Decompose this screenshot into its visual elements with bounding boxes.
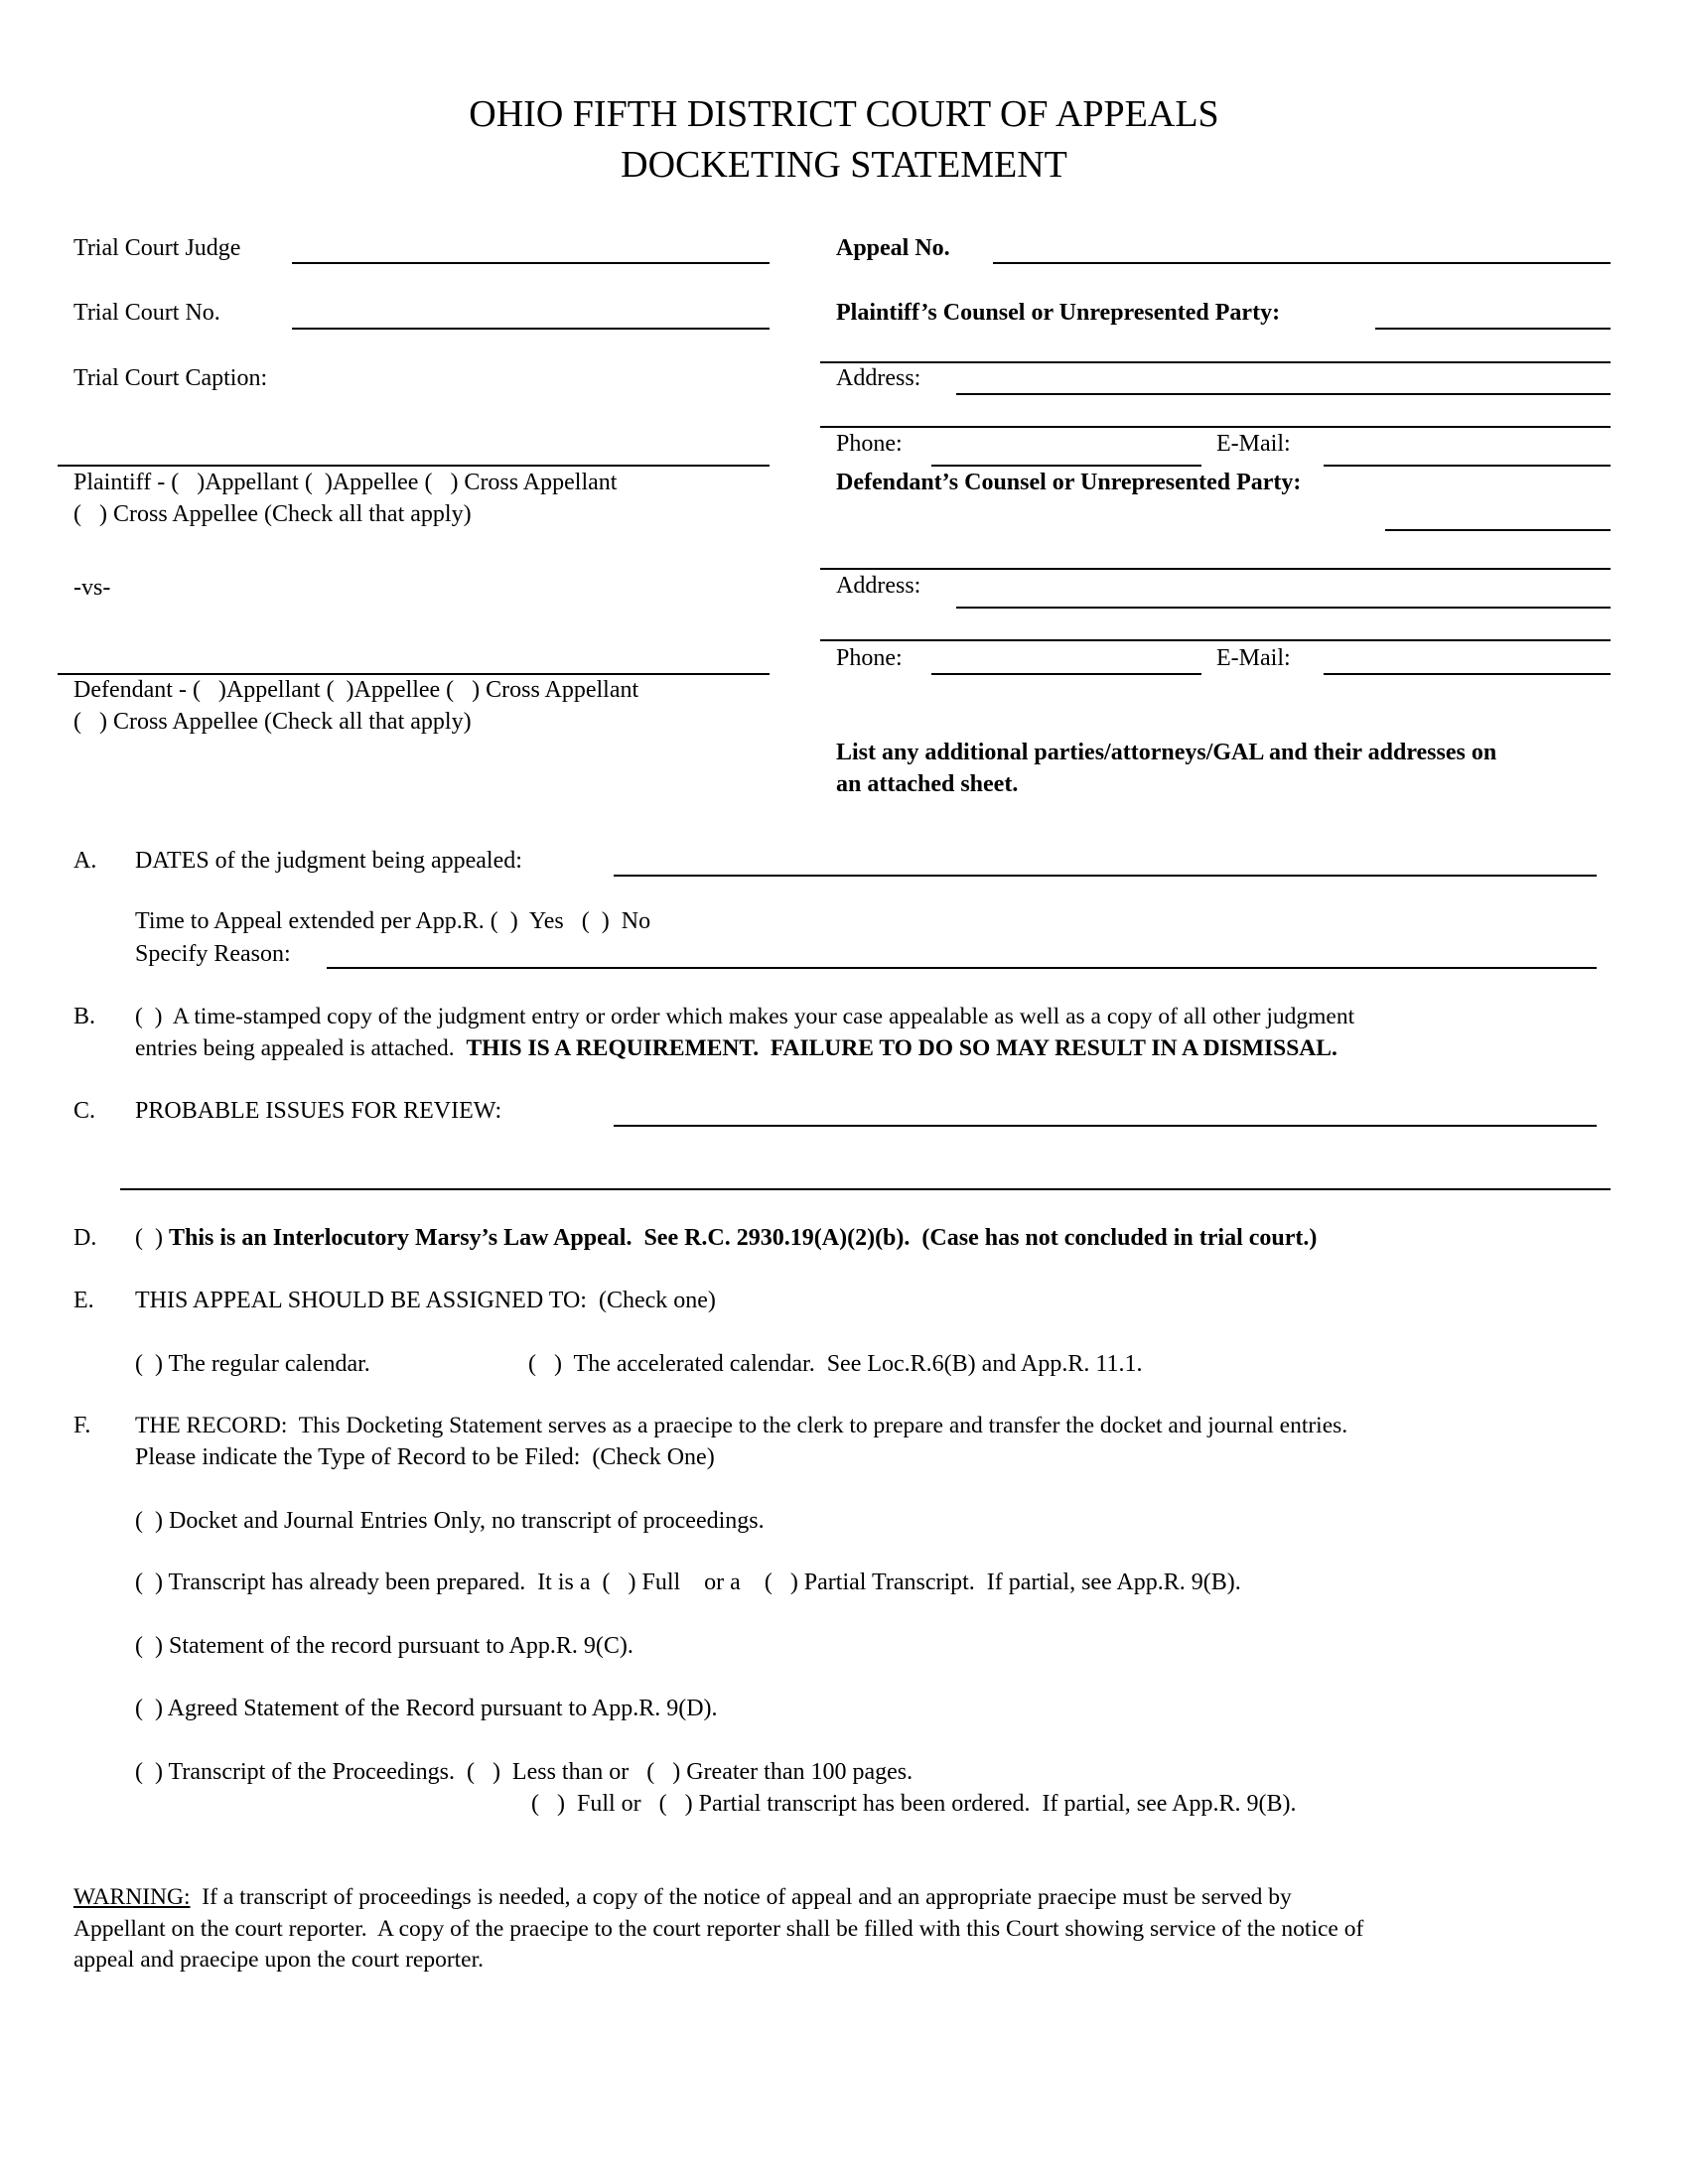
judgment-dates-label: DATES of the judgment being appealed:	[135, 848, 522, 874]
defendant-email-field[interactable]	[1324, 673, 1611, 675]
section-c-letter: C.	[73, 1098, 96, 1124]
additional-parties-note: List any additional parties/attorneys/GAL and their addresses on	[836, 740, 1497, 765]
requirement-warning: THIS IS A REQUIREMENT. FAILURE TO DO SO MAY RESULT IN A DISMISSAL.	[466, 1035, 1337, 1061]
trial-court-caption-label: Trial Court Caption:	[73, 365, 268, 391]
accelerated-calendar-checkbox[interactable]: ( ) The accelerated calendar. See Loc.R.6(B) and App.R. 11.1.	[528, 1351, 1143, 1377]
time-extended-checkboxes[interactable]: Time to Appeal extended per App.R. ( ) Yes ( ) No	[135, 908, 651, 934]
plaintiff-counsel-field[interactable]	[1375, 328, 1611, 330]
defendant-counsel-field[interactable]	[1385, 529, 1611, 531]
marsys-law-text: This is an Interlocutory Marsy’s Law Appeal. See R.C. 2930.19(A)(2)(b). (Case has not concluded in trial court.)	[168, 1225, 1318, 1251]
judgment-copy-checkbox[interactable]: ( ) A time-stamped copy of the judgment entry or order which makes your case appealable as well as a copy of all other judgment	[135, 1004, 1355, 1029]
defendant-address-label: Address:	[836, 573, 921, 599]
trial-court-no-label: Trial Court No.	[73, 300, 220, 326]
plaintiff-phone-field[interactable]	[931, 465, 1201, 467]
docket-only-checkbox[interactable]: ( ) Docket and Journal Entries Only, no transcript of proceedings.	[135, 1508, 765, 1534]
form-title: OHIO FIFTH DISTRICT COURT OF APPEALS	[469, 93, 1219, 135]
plaintiff-cross-appellee-checkbox[interactable]: ( ) Cross Appellee (Check all that apply)	[73, 501, 472, 527]
transcript-prepared-checkbox[interactable]: ( ) Transcript has already been prepared. It is a ( ) Full or a ( ) Partial Transcript. If partial, see App.R. 9(B).	[135, 1570, 1241, 1595]
plaintiff-counsel-field-2[interactable]	[820, 361, 1611, 363]
warning-line-3: appeal and praecipe upon the court reporter.	[73, 1947, 485, 1973]
section-e-letter: E.	[73, 1288, 94, 1313]
assignment-label: THIS APPEAL SHOULD BE ASSIGNED TO: (Check one)	[135, 1288, 716, 1313]
plaintiff-counsel-label: Plaintiff’s Counsel or Unrepresented Party:	[836, 300, 1281, 326]
specify-reason-field[interactable]	[327, 967, 1597, 969]
versus-label: -vs-	[73, 575, 111, 601]
judgment-dates-field[interactable]	[614, 875, 1597, 877]
marsys-law-checkbox[interactable]: ( )	[135, 1225, 169, 1251]
marsys-law-row	[135, 1223, 1317, 1253]
probable-issues-label: PROBABLE ISSUES FOR REVIEW:	[135, 1098, 502, 1124]
plaintiff-email-field[interactable]	[1324, 465, 1611, 467]
probable-issues-field-2[interactable]	[120, 1188, 1611, 1190]
specify-reason-label: Specify Reason:	[135, 941, 291, 967]
transcript-proceedings-checkbox[interactable]: ( ) Transcript of the Proceedings. ( ) Less than or ( ) Greater than 100 pages.	[135, 1759, 914, 1785]
defendant-email-label: E-Mail:	[1216, 645, 1291, 671]
appeal-no-field[interactable]	[993, 262, 1611, 264]
plaintiff-address-field-2[interactable]	[820, 426, 1611, 428]
section-b-letter: B.	[73, 1004, 96, 1029]
plaintiff-address-field[interactable]	[956, 393, 1611, 395]
defendant-role-checkboxes[interactable]: Defendant - ( )Appellant ( )Appellee ( ) Cross Appellant	[73, 677, 639, 703]
defendant-phone-label: Phone:	[836, 645, 903, 671]
trial-court-judge-label: Trial Court Judge	[73, 235, 241, 261]
plaintiff-email-label: E-Mail:	[1216, 431, 1291, 457]
transcript-ordered-checkbox[interactable]: ( ) Full or ( ) Partial transcript has been ordered. If partial, see App.R. 9(B).	[531, 1791, 1297, 1817]
probable-issues-field[interactable]	[614, 1125, 1597, 1127]
regular-calendar-checkbox[interactable]: ( ) The regular calendar.	[135, 1351, 370, 1377]
form-subtitle: DOCKETING STATEMENT	[621, 144, 1067, 186]
plaintiff-phone-label: Phone:	[836, 431, 903, 457]
agreed-statement-checkbox[interactable]: ( ) Agreed Statement of the Record pursuant to App.R. 9(D).	[135, 1696, 718, 1721]
section-a-letter: A.	[73, 848, 97, 874]
section-f-letter: F.	[73, 1413, 91, 1438]
defendant-cross-appellee-checkbox[interactable]: ( ) Cross Appellee (Check all that apply)	[73, 709, 472, 735]
defendant-address-field-2[interactable]	[820, 639, 1611, 641]
warning-text: If a transcript of proceedings is needed, a copy of the notice of appeal and an appropriate praecipe must be served by	[190, 1884, 1292, 1910]
record-description: THE RECORD: This Docketing Statement serves as a praecipe to the clerk to prepare and transfer the docket and journal entries.	[135, 1413, 1348, 1438]
judgment-copy-text	[135, 1033, 1337, 1063]
defendant-counsel-field-2[interactable]	[820, 568, 1611, 570]
trial-court-judge-field[interactable]	[292, 262, 770, 264]
plaintiff-address-label: Address:	[836, 365, 921, 391]
plaintiff-role-checkboxes[interactable]: Plaintiff - ( )Appellant ( )Appellee ( ) Cross Appellant	[73, 470, 618, 495]
section-d-letter: D.	[73, 1225, 97, 1251]
warning-line-2: Appellant on the court reporter. A copy of the praecipe to the court reporter shall be filled with this Court showing service of the notice of	[73, 1916, 1364, 1942]
statement-of-record-checkbox[interactable]: ( ) Statement of the record pursuant to App.R. 9(C).	[135, 1633, 633, 1659]
warning-line-1	[73, 1882, 1292, 1912]
defendant-address-field[interactable]	[956, 607, 1611, 609]
defendant-phone-field[interactable]	[931, 673, 1201, 675]
judgment-copy-text-plain: entries being appealed is attached.	[135, 1035, 467, 1061]
record-type-instruction: Please indicate the Type of Record to be Filed: (Check One)	[135, 1444, 715, 1470]
trial-court-no-field[interactable]	[292, 328, 770, 330]
plaintiff-caption-field[interactable]	[58, 465, 770, 467]
defendant-counsel-label: Defendant’s Counsel or Unrepresented Party:	[836, 470, 1302, 495]
appeal-no-label: Appeal No.	[836, 235, 950, 261]
warning-label: WARNING:	[73, 1884, 191, 1910]
additional-parties-note-2: an attached sheet.	[836, 771, 1019, 797]
